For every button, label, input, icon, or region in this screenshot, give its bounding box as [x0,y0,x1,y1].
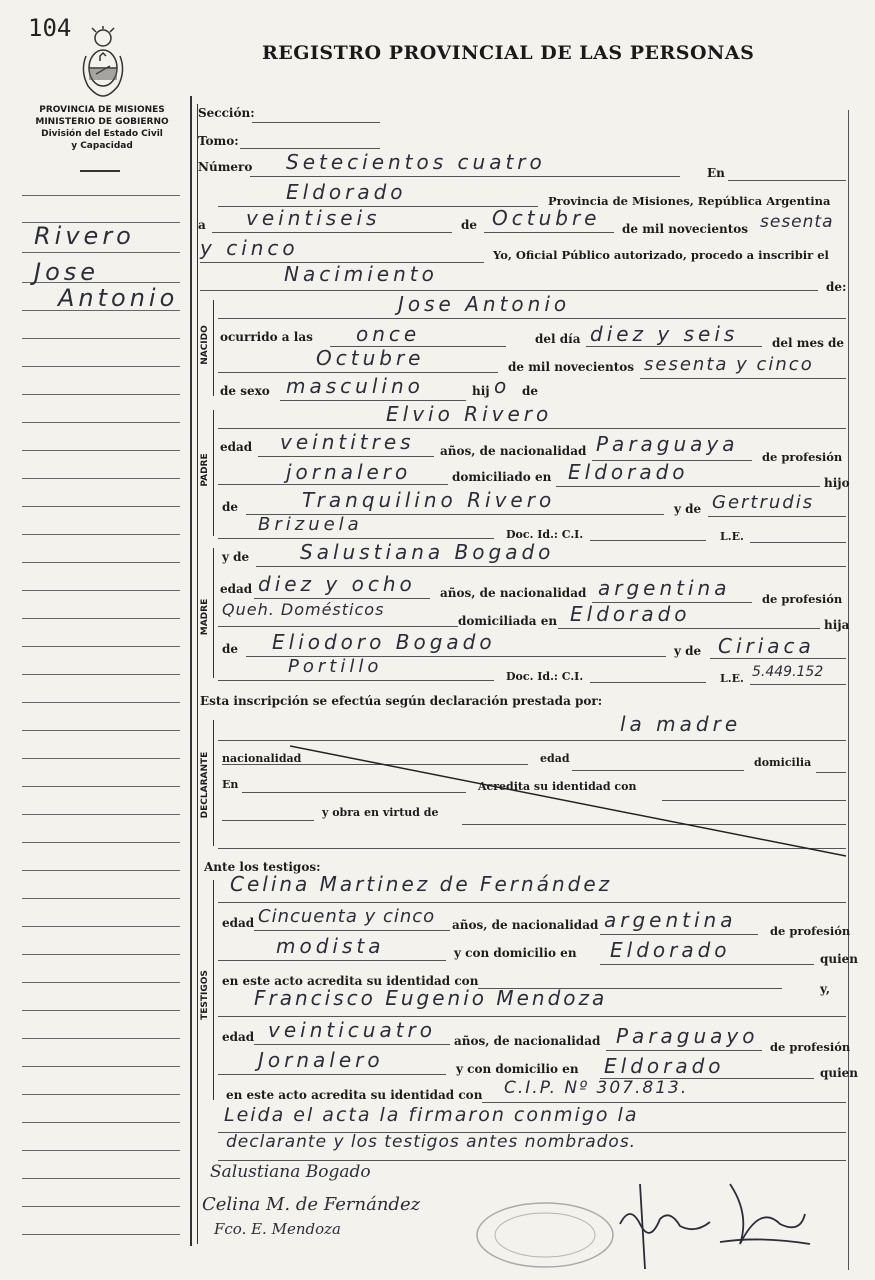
label-anos-nac-t2: años, de nacionalidad [454,1034,601,1048]
value-madre-edad: diez y ocho [258,572,416,596]
value-t1-nac: argentina [604,908,737,932]
value-madre-madre-2: Portillo [288,656,383,677]
label-numero: Número [198,160,253,174]
stub-name-3: Antonio [58,284,179,312]
stub-name-1: Rivero [34,222,135,250]
side-label-padre: PADRE [200,453,210,487]
label-a: a [198,218,206,232]
label-domicilio-t2: y con domicilio en [456,1062,579,1076]
label-prof-padre: de profesión [762,450,843,464]
label-le-madre: L.E. [720,672,744,685]
label-doc-padre: Doc. Id.: C.I. [506,528,584,541]
value-t2-dom: Eldorado [604,1054,725,1078]
official-signature [600,1164,820,1274]
page-number: 104 [28,14,72,42]
stub-header [22,104,182,152]
label-edad-t2: edad [222,1030,255,1044]
value-t2-edad: veinticuatro [268,1018,436,1042]
label-acredita: Acredita su identidad con [478,780,637,793]
value-t1-edad: Cincuenta y cinco [258,906,436,927]
value-madre-prof: Queh. Domésticos [222,600,385,619]
label-hijo: hijo [824,476,850,490]
label-y-comma: y, [820,982,831,996]
label-del-dia: del día [535,332,581,346]
value-en: Eldorado [286,180,407,204]
label-y-de-madre-2: y de [674,644,702,658]
label-anos-nac-padre: años, de nacionalidad [440,444,587,458]
label-tomo: Tomo: [198,134,239,148]
label-de-madre-padre: de [222,642,239,656]
value-madre-nac: argentina [598,576,731,600]
label-prof-t2: de profesión [770,1040,851,1054]
value-a-dia: veintiseis [246,206,381,230]
stub-name-2: Jose [34,258,100,286]
label-nacionalidad: nacionalidad [222,752,302,765]
value-hora: once [356,322,421,346]
label-domicilio-t1: y con domicilio en [454,946,577,960]
label-le-padre: L.E. [720,530,744,543]
signature-testigo-2: Fco. E. Mendoza [214,1220,341,1238]
value-anio-nac: sesenta y cinco [644,354,814,375]
label-en-este-acto-2: en este acto acredita su identidad con [226,1088,483,1102]
value-mes-nac: Octubre [316,346,425,370]
value-tipo: Nacimiento [284,262,438,286]
value-t1-dom: Eldorado [610,938,731,962]
value-testigo-1: Celina Martinez de Fernández [230,872,613,896]
value-t2-prof: Jornalero [258,1048,384,1072]
value-padre-prof: jornalero [286,460,412,484]
label-esta-inscripcion: Esta inscripción se efectúa según declaración prestada por: [200,694,603,708]
value-dia: diez y seis [590,322,739,346]
label-edad-t1: edad [222,916,255,930]
stub-province: PROVINCIA DE MISIONES [39,105,165,115]
label-domiciliado: domiciliado en [452,470,552,484]
declarante-strike-line [290,744,850,858]
label-del-mes: del mes de [772,336,845,350]
side-label-madre: MADRE [200,598,210,636]
label-doc-madre: Doc. Id.: C.I. [506,670,584,683]
label-hij: hij [472,384,490,398]
label-de-2: de [522,384,539,398]
value-madre-nombre: Salustiana Bogado [300,540,555,564]
coat-of-arms-icon [78,26,128,98]
value-cierre-1: Leida el acta la firmaron conmigo la [224,1104,639,1126]
value-padre-nombre: Elvio Rivero [386,402,553,426]
value-madre-le: 5.449.152 [752,664,824,680]
stub-capacidad: y Capacidad [71,141,133,151]
side-label-testigos: TESTIGOS [200,970,210,1020]
value-padre-madre: Gertrudis [712,492,815,513]
label-edad-madre: edad [220,582,253,596]
label-de-mil-2: de mil novecientos [508,360,635,374]
label-de-sexo: de sexo [220,384,270,398]
value-padre-padre: Tranquilino Rivero [302,488,556,512]
value-padre-edad: veintitres [280,430,415,454]
value-t2-id: C.I.P. Nº 307.813. [504,1078,689,1098]
value-padre-nac: Paraguaya [596,432,739,456]
official-seal-stamp [470,1190,620,1270]
label-y-de-madre: y de [222,550,250,564]
label-quien-t2: quien [820,1066,859,1080]
label-de: de [461,218,478,232]
value-nombre: Jose Antonio [398,292,571,316]
label-en-decl: En [222,778,239,791]
page-title: REGISTRO PROVINCIAL DE LAS PERSONAS [262,42,755,64]
value-anio-2: y cinco [200,236,299,260]
label-edad-decl: edad [540,752,570,765]
value-sexo: masculino [286,374,424,398]
side-label-declarante: DECLARANTE [200,751,210,819]
label-de-colon: de: [826,280,847,294]
label-quien-t1: quien [820,952,859,966]
side-label-nacido: NACIDO [200,325,210,365]
stub-ministry: MINISTERIO DE GOBIERNO [35,117,169,127]
value-hij-suffix: o [494,374,511,398]
value-padre-dom: Eldorado [568,460,689,484]
label-ocurrido: ocurrido a las [220,330,313,344]
value-madre-padre: Eliodoro Bogado [272,630,496,654]
label-prof-madre: de profesión [762,592,843,606]
label-en-este-acto-1: en este acto acredita su identidad con [222,974,479,988]
label-yo-oficial: Yo, Oficial Público autorizado, procedo a inscribir el [493,248,829,262]
value-testigo-2: Francisco Eugenio Mendoza [254,986,608,1010]
label-domicilia: domicilia [754,756,812,769]
label-anos-nac-t1: años, de nacionalidad [452,918,599,932]
value-padre-madre-2: Brizuela [258,514,363,535]
label-seccion: Sección: [198,106,255,120]
value-anio-1: sesenta [760,212,834,232]
value-numero: Setecientos cuatro [286,150,546,174]
value-mes: Octubre [492,206,601,230]
label-edad-padre: edad [220,440,253,454]
label-domiciliada: domiciliada en [458,614,558,628]
label-anos-nac-madre: años, de nacionalidad [440,586,587,600]
label-de-padre-padre: de [222,500,239,514]
value-madre-dom: Eldorado [570,602,691,626]
label-provincia: Provincia de Misiones, República Argentina [548,194,831,208]
signature-madre: Salustiana Bogado [210,1162,371,1182]
label-prof-t1: de profesión [770,924,851,938]
value-t2-nac: Paraguayo [616,1024,759,1048]
signature-testigo-1: Celina M. de Fernández [202,1194,421,1215]
label-en: En [707,166,725,180]
value-cierre-2: declarante y los testigos antes nombrados. [226,1132,637,1152]
value-madre-madre: Ciriaca [718,634,815,658]
label-hija: hija [824,618,850,632]
stub-division: División del Estado Civil [41,129,163,139]
value-t1-prof: modista [276,934,385,958]
value-declarante: la madre [620,712,742,736]
label-y-de-padre: y de [674,502,702,516]
label-y-obra: y obra en virtud de [322,806,439,819]
label-de-mil-novecientos: de mil novecientos [622,222,749,236]
label-ante-testigos: Ante los testigos: [204,860,321,874]
